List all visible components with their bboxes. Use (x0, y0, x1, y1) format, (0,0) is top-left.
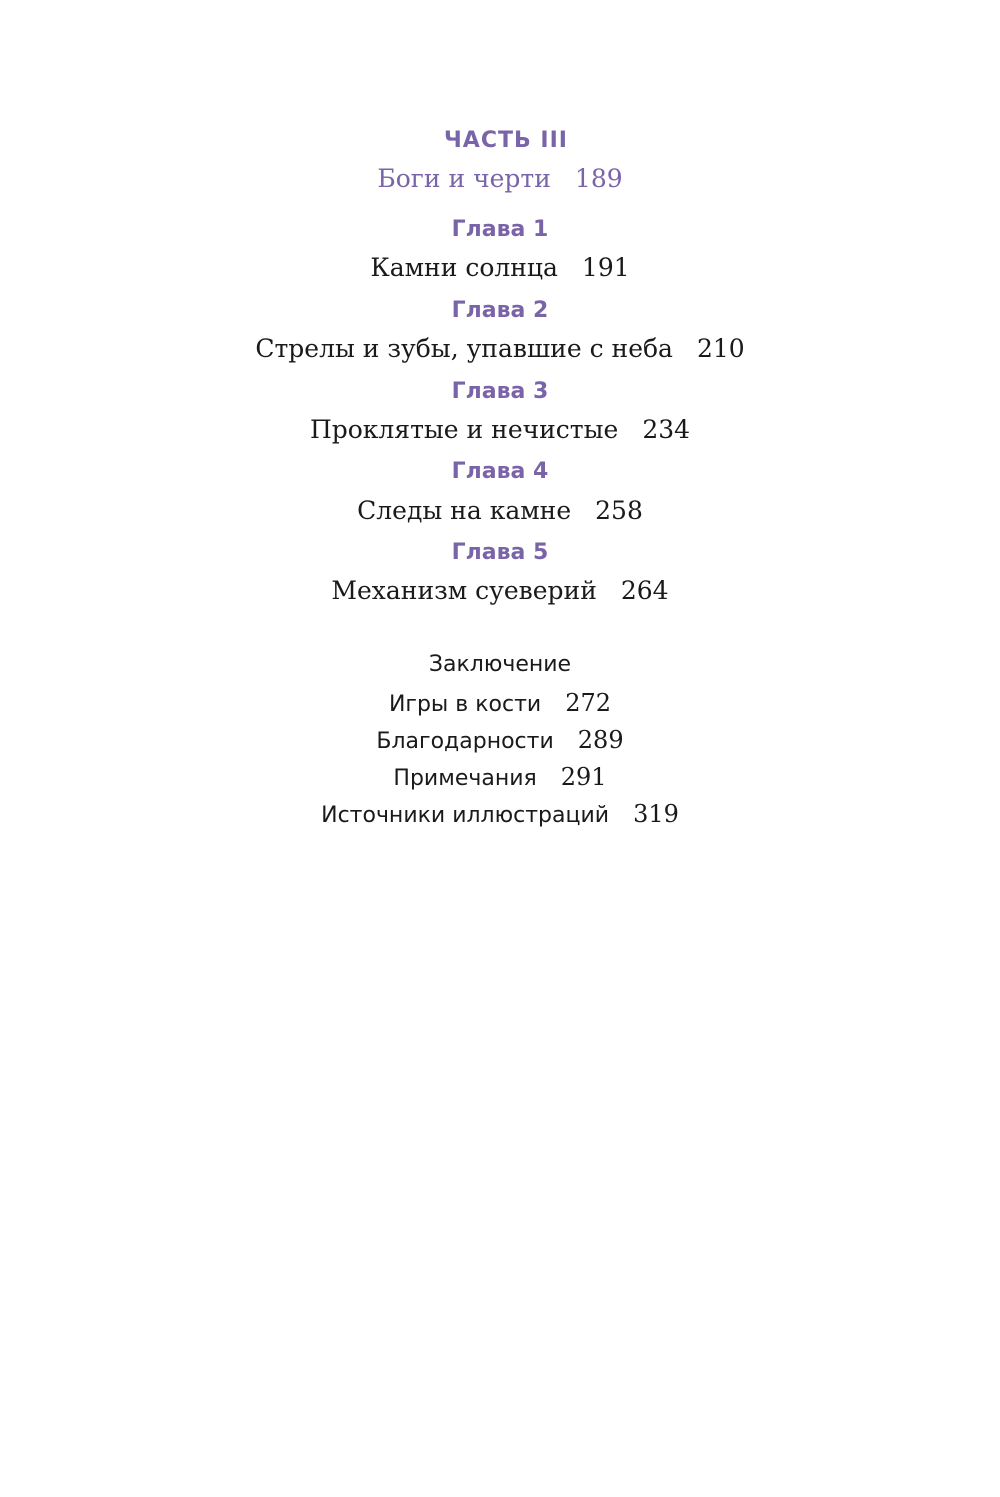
chapter-5-entry[interactable] (0, 576, 1000, 605)
chapter-3-entry[interactable] (0, 415, 1000, 444)
chapter-1-page-number: 191 (581, 253, 630, 282)
chapter-4-title: Следы на камне (357, 496, 572, 525)
back-item-page-number: 272 (565, 689, 612, 717)
chapter-3-label: Глава 3 (451, 379, 549, 404)
part-title-entry[interactable] (0, 164, 1000, 193)
back-item-page-number: 319 (633, 800, 679, 828)
chapter-2-label: Глава 2 (451, 298, 549, 323)
chapter-1-entry[interactable] (0, 253, 1000, 282)
back-item-page-number: 291 (560, 763, 607, 791)
chapter-2-title: Стрелы и зубы, упавшие с неба (255, 334, 673, 363)
part-title: Боги и черти (377, 164, 551, 193)
chapter-4-page-number: 258 (595, 496, 643, 525)
chapter-4-entry[interactable] (0, 496, 1000, 525)
back-item-dice-games[interactable] (0, 689, 1000, 717)
back-item-title: Источники иллюстраций (321, 803, 610, 828)
conclusion-heading: Заключение (428, 652, 572, 677)
chapter-4-label: Глава 4 (451, 459, 549, 484)
chapter-2-page-number: 210 (696, 334, 745, 363)
chapter-5-label: Глава 5 (451, 540, 549, 565)
chapter-2-entry[interactable] (0, 334, 1000, 363)
back-item-notes[interactable] (0, 763, 1000, 791)
part-label: ЧАСТЬ III (444, 128, 568, 153)
chapter-1-label: Глава 1 (451, 217, 549, 242)
back-item-title: Игры в кости (388, 692, 542, 717)
chapter-1-title: Камни солнца (370, 253, 558, 282)
chapter-3-title: Проклятые и нечистые (309, 415, 619, 444)
chapter-3-page-number: 234 (642, 415, 691, 444)
back-item-title: Благодарности (376, 729, 554, 754)
part-page-number: 189 (574, 164, 623, 193)
chapter-5-title: Механизм суеверий (331, 576, 597, 605)
chapter-5-page-number: 264 (620, 576, 669, 605)
back-item-title: Примечания (393, 766, 537, 791)
back-item-illustration-sources[interactable] (0, 800, 1000, 828)
back-item-acknowledgements[interactable] (0, 726, 1000, 754)
back-item-page-number: 289 (577, 726, 624, 754)
